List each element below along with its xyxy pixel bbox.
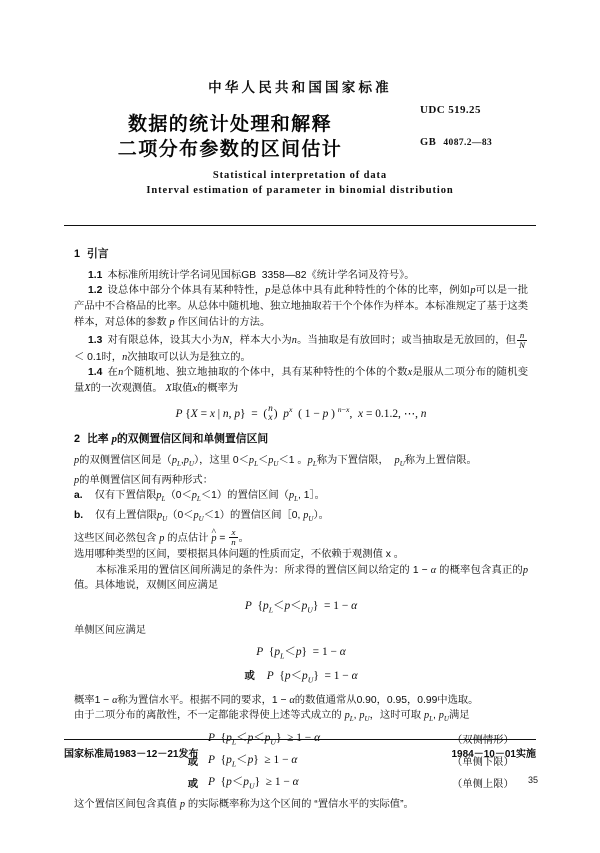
p-hat-symbol: p ^ xyxy=(211,531,216,547)
paragraph-2-2: p的单侧置信区间有两种形式： xyxy=(74,474,214,486)
fraction-x-over-n: $\frac{x}{n}$ xyxy=(231,526,236,547)
paragraph-1-2-number: 1.2 xyxy=(88,285,103,297)
paragraph-2-3: 这些区间必然包含 p 的点估计 p ^ = $\frac{x}{n}$ 。 xyxy=(74,528,528,547)
inequality-one-sided-upper xyxy=(140,775,528,794)
formula-one-sided-lower: P $\{p_L<p\} = 1 - \alpha$ xyxy=(256,645,346,661)
inequality-3-note: （单侧上限） xyxy=(452,778,514,790)
section-2-title: 比率 p的双侧置信区间和单侧置信区间 xyxy=(87,433,269,446)
list-item-a-text: 仅有下置信限$p_L(0<p_L<1)$的置信区间（$p_L$, 1］。 xyxy=(94,490,325,504)
section-1-title: 引言 xyxy=(87,248,109,260)
inequality-2-or: 或 xyxy=(187,756,198,768)
paragraph-1-3 xyxy=(74,331,528,366)
footer-effective-date: 1984－10－01实施 xyxy=(451,749,536,760)
document-body xyxy=(74,238,528,813)
gb-code xyxy=(420,137,492,148)
list-item-a-marker: a. xyxy=(74,490,83,502)
formula-one-sided-upper: 或 P $\{p<p_U\} = 1 - \alpha$ xyxy=(244,669,358,684)
paragraph-1-3-number: 1.3 xyxy=(88,335,103,347)
paragraph-2-9: 这个置信区间包含真值 p 的实际概率称为这个区间的 “置信水平的实际值”。 xyxy=(74,799,414,811)
page-number: 35 xyxy=(527,775,538,785)
footer-issue-date: 国家标准局1983－12－21发布 xyxy=(64,749,199,760)
fraction-n-over-N: $\frac{n}{N}$ xyxy=(519,329,526,350)
english-subtitle xyxy=(60,168,540,198)
udc-code xyxy=(420,104,492,116)
document-footer xyxy=(64,745,536,760)
paragraph-1-3-text: 对有限总体，设其大小为N，样本大小为n。当抽取是有放回时；或当抽取是无放回的，但 $\frac{n}{N}$ ＜ 0.1时，n次抽取可以认为是独立的。 xyxy=(74,329,526,363)
paragraph-1-2 xyxy=(74,283,528,330)
section-1-number: 1 xyxy=(74,248,81,260)
paragraph-2-8: 由于二项分布的离散性，不一定都能求得使上述等式成立的 $p_L$, $p_U$，这时可取 $p_L$, $p_U$满足 xyxy=(74,710,470,724)
gb-label: GB xyxy=(420,137,437,148)
inequality-2-note: （单侧下限） xyxy=(452,756,514,768)
inequality-1-note: （双侧情形） xyxy=(452,734,514,746)
english-line-1: Statistical interpretation of data xyxy=(212,170,388,181)
title-line-1: 数据的统计处理和解释 xyxy=(127,114,332,135)
paragraph-2-6: 单侧区间应满足 xyxy=(74,625,147,637)
udc-label: UDC xyxy=(420,104,446,116)
paragraph-1-2-text: 设总体中部分个体具有某种特性，p是总体中具有此种特性的个体的比率，例如p可以是一批产品中不合格品的比率。从总体中随机地、独立地抽取若干个个体作为样本。本标准规定了基于这类样本，对总体的参数 p 作区间估计的方法。 xyxy=(74,285,529,328)
title-line-2: 二项分布参数的区间估计 xyxy=(117,139,343,160)
formula-or-label-1: 或 xyxy=(244,670,255,682)
english-line-2: Interval estimation of parameter in binomial distribution xyxy=(146,185,454,196)
gb-value: 4087.2—83 xyxy=(443,138,493,148)
paragraph-1-1-number: 1.1 xyxy=(88,269,103,281)
list-item-b-text: 仅有上置信限$p_U(0<p_U<1)$的置信区间［0, $p_U$）。 xyxy=(95,510,329,524)
udc-value: 519.25 xyxy=(448,104,481,116)
paragraph-1-4-text: 在n个随机地、独立地抽取的个体中，具有某种特性的个体的个数x是服从二项分布的随机变量X的一次观测值。 X取值x的概率为 xyxy=(74,367,529,394)
inequality-2-body: P $\{p_L<p\} \ge 1 - \alpha$ xyxy=(208,754,298,769)
paragraph-2-4: 选用哪种类型的区间，要根据具体问题的性质而定，不依赖于观测值 x 。 xyxy=(74,548,405,560)
paragraph-1-4 xyxy=(74,365,528,396)
paragraph-1-4-number: 1.4 xyxy=(88,367,103,379)
section-2-heading xyxy=(74,432,528,448)
binomial-coefficient: n x xyxy=(268,403,273,423)
header-divider xyxy=(64,225,536,226)
list-item-b-marker: b. xyxy=(74,510,84,522)
list-item-a xyxy=(74,488,528,508)
document-title xyxy=(60,112,400,162)
section-1-heading xyxy=(74,247,528,263)
paragraph-1-1 xyxy=(88,268,528,284)
inequality-3-or: 或 xyxy=(187,778,198,790)
paragraph-2-7: 概率1 − α称为置信水平。根据不同的要求，1 − α的数值通常从0.90，0.95，0.99中选取。 xyxy=(74,694,479,706)
formula-two-sided-equality: P $\{p_L<p<p_U\} = 1 - \alpha$ xyxy=(244,600,358,615)
section-2-number: 2 xyxy=(74,433,81,446)
paragraph-1-1-text: 本标准所用统计学名词见国标GB 3358—82《统计学名词及符号》。 xyxy=(107,269,415,281)
standard-codes xyxy=(420,104,492,148)
paragraph-2-5: 本标准采用的置信区间所满足的条件为：所求得的置信区间以给定的 1 − α 的概率包含真正的p值。具体地说，双侧区间应满足 xyxy=(74,564,528,592)
inequality-3-body: P $\{p<p_U\} \ge 1 - \alpha$ xyxy=(208,776,299,791)
footer-divider xyxy=(64,739,536,740)
list-item-b xyxy=(74,508,528,528)
inequality-1-body: P $\{p_L<p<p_U\} \ge 1 - \alpha$ xyxy=(208,732,321,747)
national-standard-masthead: 中华人民共和国国家标准 xyxy=(208,80,392,95)
paragraph-2-1: p的双侧置信区间是$(p_L,p_U)$，这里 $0<p_L<p_U<1$ 。$p_L$称为下置信限， $p_U$称为上置信限。 xyxy=(74,454,477,468)
formula-binomial-pmf: P {X = x | n, p} = ( n x ) $p^x$ ( 1 − p ) $^{n-x}$, x = 0.1.2, ⋯, n xyxy=(175,403,427,423)
